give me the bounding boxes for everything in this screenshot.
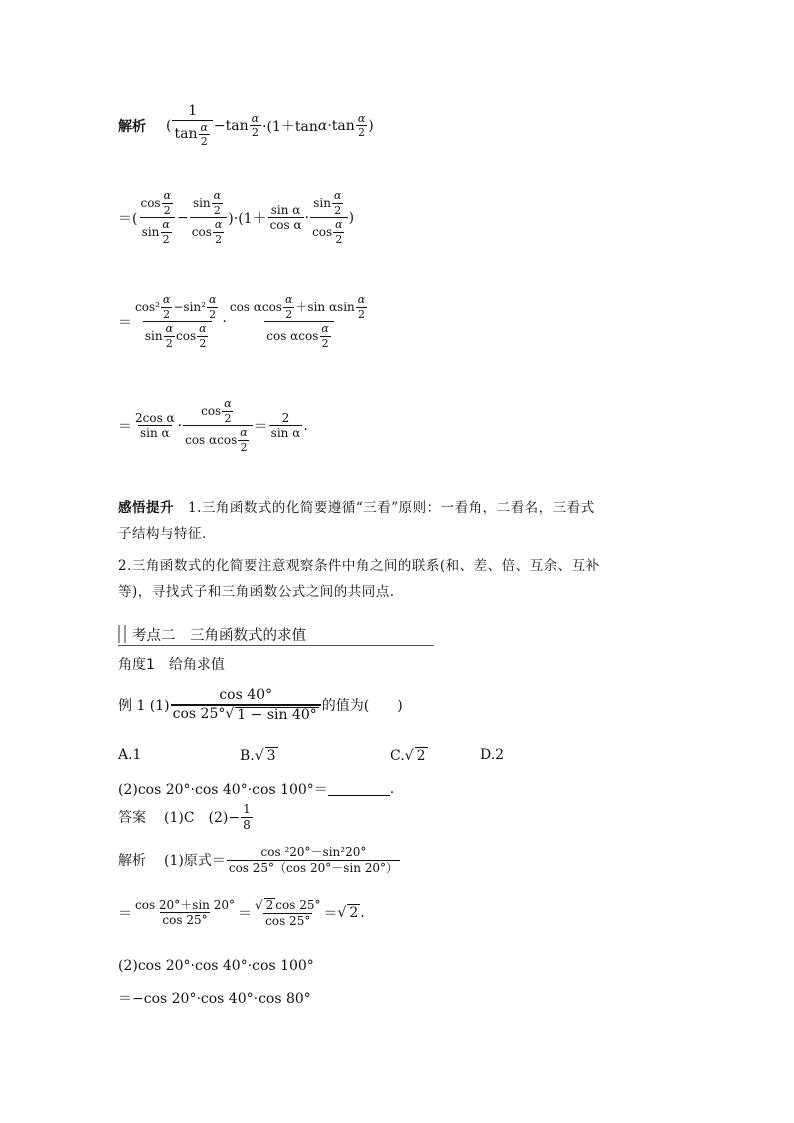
option-c[interactable]: C. √ 2	[390, 747, 426, 764]
example-1: 例 1 (1) cos 40° cos 25° √ 1 − sin 40° 的值为( )	[118, 687, 403, 723]
analysis2-line-4: ＝−cos 20°·cos 40°·cos 80°	[118, 991, 311, 1007]
answer-label: 答案	[118, 810, 146, 827]
sqrt-icon: √	[404, 747, 414, 764]
insight-p1: 1.三角函数式的化简要遵循“三看”原则：一看角，二看名，三看式	[188, 500, 595, 516]
insight-p2: 2.三角函数式的化简要注意观察条件中角之间的联系(和、差、倍、互余、互补	[118, 558, 600, 574]
analysis-line-3: ＝ cos² $\frac{\alpha}{2}$ −sin² $\frac{\alpha}{2}$ sin $\frac{\alpha}{2}$ cos $\frac{\alpha}{2}$ · cos αcos $\frac{\alpha}{2}$ ＋sin αsin $\frac{\alpha}{2}$ cos αcos $\frac{\alpha}{2}$	[118, 293, 366, 350]
angle-title: 角度1 给角求值	[118, 657, 225, 673]
sqrt-icon: √	[337, 904, 347, 921]
sqrt-icon: √	[255, 897, 263, 912]
sqrt-icon: √	[225, 706, 235, 723]
insight-p1b: 子结构与特征.	[118, 526, 207, 542]
analysis2-label: 解析	[118, 853, 146, 870]
analysis-line-2: ＝( cos $\frac{\alpha}{2}$ sin $\frac{\alpha}{2}$ − sin $\frac{\alpha}{2}$ cos $\frac{\alpha}{2}$ )·(1＋ $\frac{\text{sin α}}{\text{cos α}}$ · sin $\frac{\alpha}{2}$ cos $\frac{\alpha}{2}$ )	[118, 189, 355, 246]
sqrt-icon: √	[254, 747, 264, 764]
insight-p2b: 等)，寻找式子和三角函数公式之间的共同点.	[118, 584, 395, 600]
analysis2-line-3: (2)cos 20°·cos 40°·cos 100°	[118, 958, 314, 974]
example-part-2: (2)cos 20°·cos 40°·cos 100°＝ .	[118, 781, 395, 798]
insight-block	[118, 495, 688, 605]
option-d[interactable]: D.2	[480, 747, 505, 763]
answer-line: 答案 (1)C (2)− $\frac{1}{8}$	[118, 802, 251, 832]
fraction: 1 tan $\frac{\alpha}{2}$	[172, 104, 212, 148]
section-header	[118, 623, 434, 646]
answer-blank[interactable]	[328, 783, 390, 796]
analysis2-line-2: ＝ $\frac{\cos 20^\circ+\sin 20^\circ}{\cos 25^\circ}$ ＝ √ 2 cos 25° cos 25° ＝ √ 2 .	[118, 897, 365, 928]
paren: (	[166, 117, 172, 134]
section-title: 考点二 三角函数式的求值	[132, 628, 306, 644]
text: −tan	[213, 117, 249, 134]
option-b[interactable]: B. √ 3	[240, 747, 276, 764]
insight-label: 感悟提升	[118, 500, 174, 516]
analysis-line-4: ＝ $\frac{\text{2cos α}}{\text{sin α}}$ · cos $\frac{\alpha}{2}$ cos αcos $\frac{\alpha}{2}$ ＝ $\frac{2}{\text{sin α}}$ .	[118, 397, 308, 454]
analysis-line-1: 解析 ( 1 tan $\frac{\alpha}{2}$ −tan $\frac{\alpha}{2}$ ·(1＋tan α ·tan $\frac{\alpha}{2}$ )	[118, 103, 374, 149]
section-bar-icon	[118, 625, 126, 643]
analysis2-line-1: 解析 (1)原式＝ $\frac{\text{cos ²20°－sin²20°}}{\cos 25^\circ(\cos 20^\circ-\sin 20^\circ)}$	[118, 845, 399, 875]
analysis-label: 解析	[118, 118, 146, 135]
option-a[interactable]: A.1	[118, 747, 142, 763]
